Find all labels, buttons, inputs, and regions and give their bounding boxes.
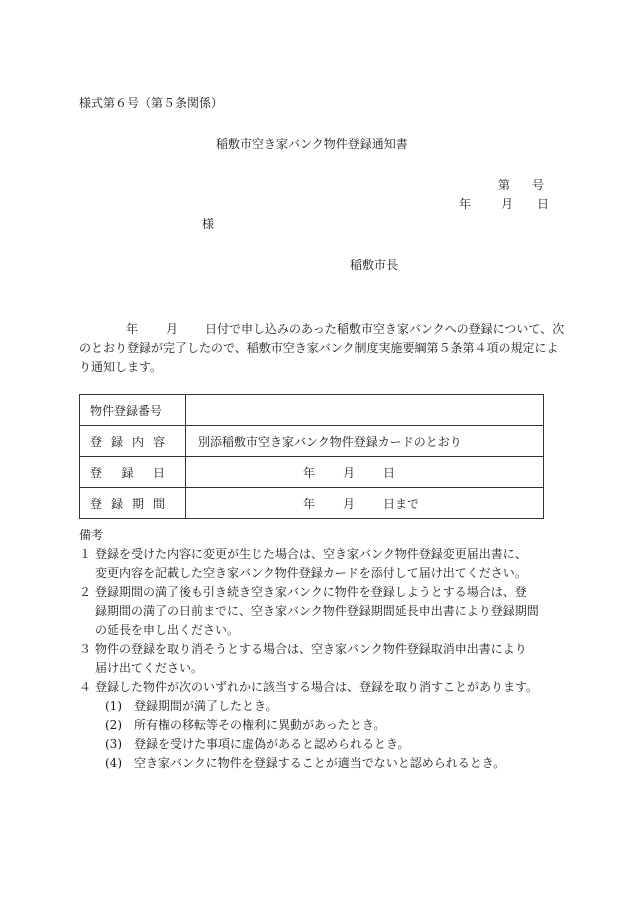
document-title: 稲敷市空き家バンク物件登録通知書: [216, 137, 408, 151]
registration-info-table: [79, 394, 544, 519]
remark-subitem-3: (3) 登録を受けた事項に虚偽があると認められるとき。: [105, 737, 410, 751]
remark-subitem-1: (1) 登録期間が満了したとき。: [105, 699, 278, 713]
remark-line: 届け出てください。: [95, 661, 204, 675]
body-line-2: のとおり登録が完了したので、稲敷市空き家バンク制度実施要綱第５条第４項の規定によ: [79, 341, 559, 355]
remark-item-1: [79, 545, 559, 583]
body-year-label: 年: [126, 322, 139, 336]
body-month-label: 月: [166, 322, 179, 336]
registration-date-label: 登 録 日: [90, 465, 165, 480]
registration-period-day: 日まで: [383, 496, 420, 511]
registration-period-label: 登 録 期 間: [90, 496, 165, 511]
remark-line: 登録期間の満了後も引き続き空き家バンクに物件を登録しようとする場合は、登: [95, 585, 527, 599]
registration-date-month: 月: [343, 465, 356, 480]
number-label-dai: 第: [498, 178, 511, 192]
registration-date-label-cell: [80, 457, 186, 488]
remarks-section: [79, 526, 559, 773]
registration-period-month: 月: [343, 496, 356, 511]
property-number-value: [186, 395, 544, 426]
remark-subitem-2: (2) 所有権の移転等その権利に異動があったとき。: [105, 718, 386, 732]
remark-item-2: [79, 583, 559, 640]
registration-content-label: 登 録 内 容: [90, 434, 165, 449]
remark-number: １: [79, 547, 92, 561]
table-row: [80, 488, 544, 519]
registration-content-value: 別添稲敷市空き家バンク物件登録カードのとおり: [186, 426, 544, 457]
remark-item-3: [79, 640, 559, 678]
remark-line: 物件の登録を取り消そうとする場合は、空き家バンク物件登録取消申出書により: [95, 642, 527, 656]
table-row: [80, 395, 544, 426]
date-month-label: 月: [501, 197, 514, 211]
remark-line: 録期間の満了の日前までに、空き家バンク物件登録期間延長申出書により登録期間: [95, 604, 539, 618]
remark-item-4: [79, 678, 559, 697]
table-row: [80, 426, 544, 457]
property-number-label: 物件登録番号: [80, 395, 186, 426]
remark-number: ２: [79, 585, 92, 599]
table-row: [80, 457, 544, 488]
remark-number: ３: [79, 642, 92, 656]
date-year-label: 年: [459, 197, 472, 211]
addressee-honorific: 様: [202, 217, 215, 231]
remark-number: ４: [79, 680, 92, 694]
remark-line: 登録した物件が次のいずれかに該当する場合は、登録を取り消すことがあります。: [95, 680, 539, 694]
remark-line: 変更内容を記載した空き家バンク物件登録カードを添付して届け出てください。: [95, 566, 527, 580]
sender-mayor: 稲敷市長: [350, 258, 399, 272]
registration-date-value: [186, 457, 544, 488]
remark-subitem-4: (4) 空き家バンクに物件を登録することが適当でないと認められるとき。: [105, 756, 506, 770]
registration-period-year: 年: [303, 496, 316, 511]
registration-content-label-cell: [80, 426, 186, 457]
body-line-3: り通知します。: [79, 360, 163, 374]
notice-body: [79, 320, 565, 377]
registration-period-label-cell: [80, 488, 186, 519]
body-line-1: [79, 320, 565, 339]
form-number: 様式第６号（第５条関係）: [79, 96, 224, 110]
body-line-1-text: 日付で申し込みのあった稲敷市空き家バンクへの登録について、次: [205, 322, 565, 336]
remarks-title: 備考: [79, 528, 104, 542]
registration-date-year: 年: [303, 465, 316, 480]
remark-line: 登録を受けた内容に変更が生じた場合は、空き家バンク物件登録変更届出書に、: [95, 547, 527, 561]
remark-line: の延長を申し出ください。: [95, 623, 240, 637]
registration-date-day: 日: [383, 465, 396, 480]
number-label-go: 号: [532, 178, 545, 192]
registration-period-value: [186, 488, 544, 519]
date-day-label: 日: [537, 197, 550, 211]
